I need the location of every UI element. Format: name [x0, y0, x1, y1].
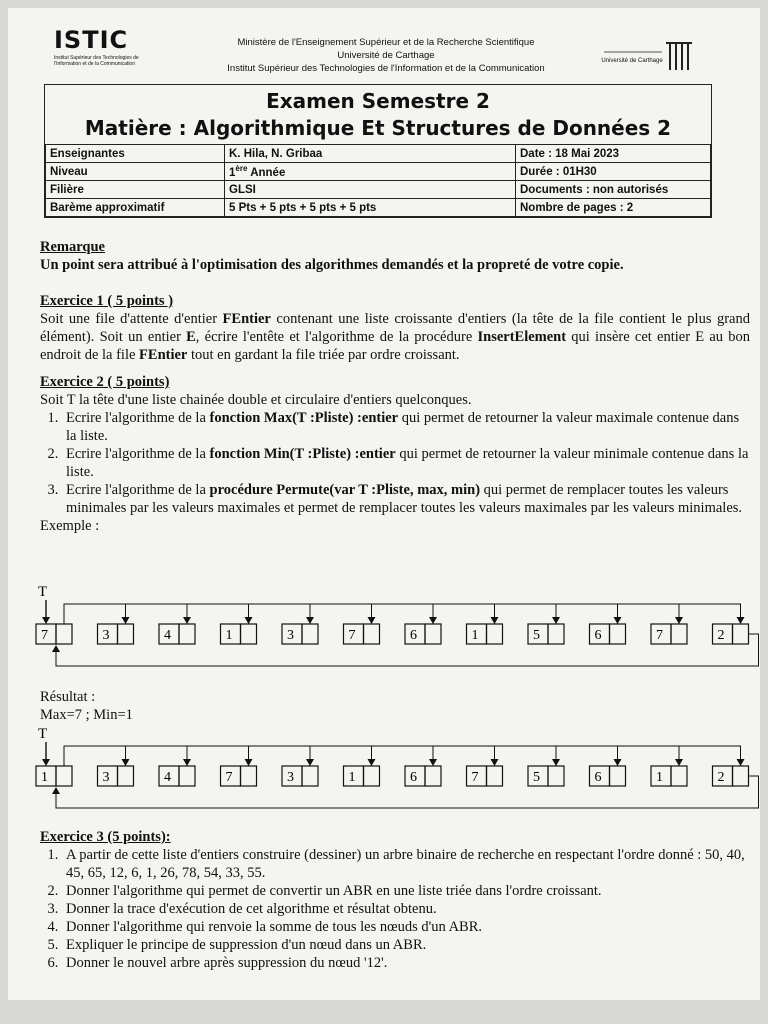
remarque-text: Un point sera attribué à l'optimisation des algorithmes demandés et la propreté de votre copie.	[40, 257, 624, 273]
next-link	[64, 604, 126, 624]
next-link	[495, 604, 557, 624]
head-arrow-tip	[42, 617, 50, 624]
next-link	[679, 746, 741, 766]
node-pointer-cell	[425, 766, 441, 786]
node-pointer-cell	[118, 766, 134, 786]
next-link	[187, 604, 249, 624]
next-link	[618, 604, 680, 624]
next-link	[126, 746, 188, 766]
meta-extra: Nombre de pages : 2	[516, 199, 711, 217]
node-pointer-cell	[733, 624, 749, 644]
exercice-2-title: Exercice 2 ( 5 points)	[40, 374, 170, 390]
exam-title: Examen Semestre 2	[266, 89, 490, 113]
istic-logo	[54, 26, 154, 67]
exercice-1-title: Exercice 1 ( 5 points )	[40, 293, 174, 309]
logo-text: ISTIC	[54, 26, 129, 54]
meta-label: Filière	[46, 181, 225, 199]
node-pointer-cell	[548, 624, 564, 644]
node-pointer-cell	[179, 766, 195, 786]
meta-extra: Durée : 01H30	[516, 163, 711, 181]
node-pointer-cell	[241, 766, 257, 786]
ministry-line: Ministère de l'Enseignement Supérieur et de la Recherche Scientifique	[237, 37, 535, 48]
exercice-1	[40, 292, 750, 364]
meta-value: K. Hila, N. Gribaa	[225, 145, 516, 163]
next-link	[556, 746, 618, 766]
node-pointer-cell	[241, 624, 257, 644]
node-value: 7	[348, 628, 356, 643]
node-value: 1	[471, 628, 479, 643]
linked-list-before-diagram	[32, 580, 760, 680]
list-item: 4. Donner l'algorithme qui renvoie la somme de tous les nœuds d'un ABR.	[62, 918, 750, 936]
exercice-2-questions	[40, 409, 750, 517]
table-row	[46, 181, 711, 199]
meta-value: 1ère Année	[225, 163, 516, 181]
node-value: 2	[717, 770, 725, 785]
next-arrow-tip	[737, 759, 745, 766]
exercice-3-title: Exercice 3 (5 points):	[40, 829, 171, 845]
node-pointer-cell	[56, 766, 72, 786]
university-emblem-icon	[600, 40, 696, 74]
node-value: 7	[41, 628, 48, 643]
meta-extra: Date : 18 Mai 2023	[516, 145, 711, 163]
table-row	[46, 163, 711, 181]
max-min-values: Max=7 ; Min=1	[40, 707, 133, 723]
next-link	[187, 746, 249, 766]
node-pointer-cell	[487, 624, 503, 644]
resultat-label: Résultat :	[40, 689, 96, 705]
node-value: 3	[102, 628, 110, 643]
node-value: 3	[287, 628, 294, 643]
university-logo-caption: Université de Carthage	[601, 58, 663, 64]
node-pointer-cell	[733, 766, 749, 786]
table-row	[46, 199, 711, 217]
circular-arrow-tip	[52, 787, 60, 794]
exemple-label: Exemple :	[40, 518, 100, 534]
meta-label: Niveau	[46, 163, 225, 181]
next-link	[126, 604, 188, 624]
circular-link	[56, 776, 759, 808]
node-value: 1	[225, 628, 233, 643]
resultat-section	[40, 688, 750, 724]
exercice-3	[40, 828, 750, 972]
exercice-3-questions	[40, 846, 750, 972]
institution-header	[176, 36, 596, 75]
meta-label: Barème approximatif	[46, 199, 225, 217]
next-link	[64, 746, 126, 766]
exercice-1-text: Soit une file d'attente d'entier FEntier contenant une liste croissante d'entiers (la tête de la file contient le plus grand élément). Soit un entier E, écrire l'entête et l'algorithme de la procédure InsertElement qui insère cet entier E au bon endroit de la file FEntier tout en gardant la file triée par ordre croissant.	[40, 311, 750, 363]
node-value: 2	[717, 628, 725, 643]
head-label: T	[38, 726, 48, 742]
node-value: 4	[164, 770, 171, 785]
node-pointer-cell	[118, 624, 134, 644]
node-value: 5	[533, 628, 540, 643]
next-link	[679, 604, 741, 624]
node-value: 4	[164, 628, 171, 643]
node-pointer-cell	[548, 766, 564, 786]
node-value: 7	[471, 770, 479, 785]
node-pointer-cell	[425, 624, 441, 644]
node-pointer-cell	[487, 766, 503, 786]
next-link	[618, 746, 680, 766]
next-link	[310, 604, 372, 624]
node-value: 3	[287, 770, 294, 785]
node-value: 1	[41, 770, 48, 785]
university-logo	[600, 40, 696, 74]
next-link	[372, 604, 434, 624]
node-value: 6	[410, 628, 417, 643]
next-link	[372, 746, 434, 766]
remarque-title: Remarque	[40, 239, 105, 255]
circular-link	[56, 634, 759, 666]
next-link	[249, 604, 311, 624]
next-link	[433, 604, 495, 624]
node-value: 1	[656, 770, 663, 785]
list-item: 5. Expliquer le principe de suppression d'un nœud dans un ABR.	[62, 936, 750, 954]
node-pointer-cell	[610, 766, 626, 786]
next-link	[433, 746, 495, 766]
node-pointer-cell	[610, 624, 626, 644]
node-value: 6	[410, 770, 417, 785]
node-value: 1	[348, 770, 356, 785]
head-arrow-tip	[42, 759, 50, 766]
node-pointer-cell	[302, 766, 318, 786]
exam-info-box	[44, 84, 712, 218]
head-label: T	[38, 584, 48, 600]
meta-extra: Documents : non autorisés	[516, 181, 711, 199]
exam-subject: Matière : Algorithmique Et Structures de Données 2	[84, 116, 672, 140]
node-pointer-cell	[56, 624, 72, 644]
next-link	[249, 746, 311, 766]
exam-meta-table	[45, 144, 711, 217]
list-item: 2. Ecrire l'algorithme de la fonction Min(T :Pliste) :entier qui permet de retourner la valeur minimale contenue dans la liste.	[62, 445, 750, 481]
node-value: 6	[594, 770, 602, 785]
remarque-section	[40, 238, 750, 274]
list-item: 6. Donner le nouvel arbre après suppression du nœud '12'.	[62, 954, 750, 972]
meta-value: 5 Pts + 5 pts + 5 pts + 5 pts	[225, 199, 516, 217]
list-item: 3. Donner la trace d'exécution de cet algorithme et résultat obtenu.	[62, 900, 750, 918]
node-pointer-cell	[671, 766, 687, 786]
university-line: Université de Carthage	[337, 50, 435, 61]
node-pointer-cell	[179, 624, 195, 644]
list-item: 2. Donner l'algorithme qui permet de convertir un ABR en une liste triée dans l'ordre croissant.	[62, 882, 750, 900]
node-value: 7	[225, 770, 233, 785]
exercice-2-intro: Soit T la tête d'une liste chainée double et circulaire d'entiers quelconques.	[40, 392, 472, 408]
institute-line: Institut Supérieur des Technologies de l'Information et de la Communication	[227, 63, 545, 74]
meta-label: Enseignantes	[46, 145, 225, 163]
next-arrow-tip	[737, 617, 745, 624]
node-value: 5	[533, 770, 540, 785]
linked-list-after-diagram	[32, 722, 760, 822]
node-value: 3	[102, 770, 110, 785]
next-link	[556, 604, 618, 624]
node-pointer-cell	[671, 624, 687, 644]
next-link	[495, 746, 557, 766]
node-pointer-cell	[364, 766, 380, 786]
exercice-2	[40, 373, 750, 535]
node-value: 7	[656, 628, 663, 643]
node-pointer-cell	[364, 624, 380, 644]
list-item: 1. Ecrire l'algorithme de la fonction Max(T :Pliste) :entier qui permet de retourner la valeur maximale contenue dans la liste.	[62, 409, 750, 445]
next-link	[310, 746, 372, 766]
list-item: 1. A partir de cette liste d'entiers construire (dessiner) un arbre binaire de recherche en respectant l'ordre donné : 50, 40, 45, 65, 12, 6, 1, 26, 78, 54, 33, 55.	[62, 846, 750, 882]
circular-arrow-tip	[52, 645, 60, 652]
table-row	[46, 145, 711, 163]
list-item: 3. Ecrire l'algorithme de la procédure Permute(var T :Pliste, max, min) qui permet de remplacer toutes les valeurs minimales par les valeurs maximales et permet de remplacer toutes les valeurs maximales par les valeurs minimales.	[62, 481, 750, 517]
node-value: 6	[594, 628, 602, 643]
logo-tagline: Institut Supérieur des Technologies de l'Information et de la Communication	[54, 55, 139, 67]
node-pointer-cell	[302, 624, 318, 644]
meta-value: GLSI	[225, 181, 516, 199]
